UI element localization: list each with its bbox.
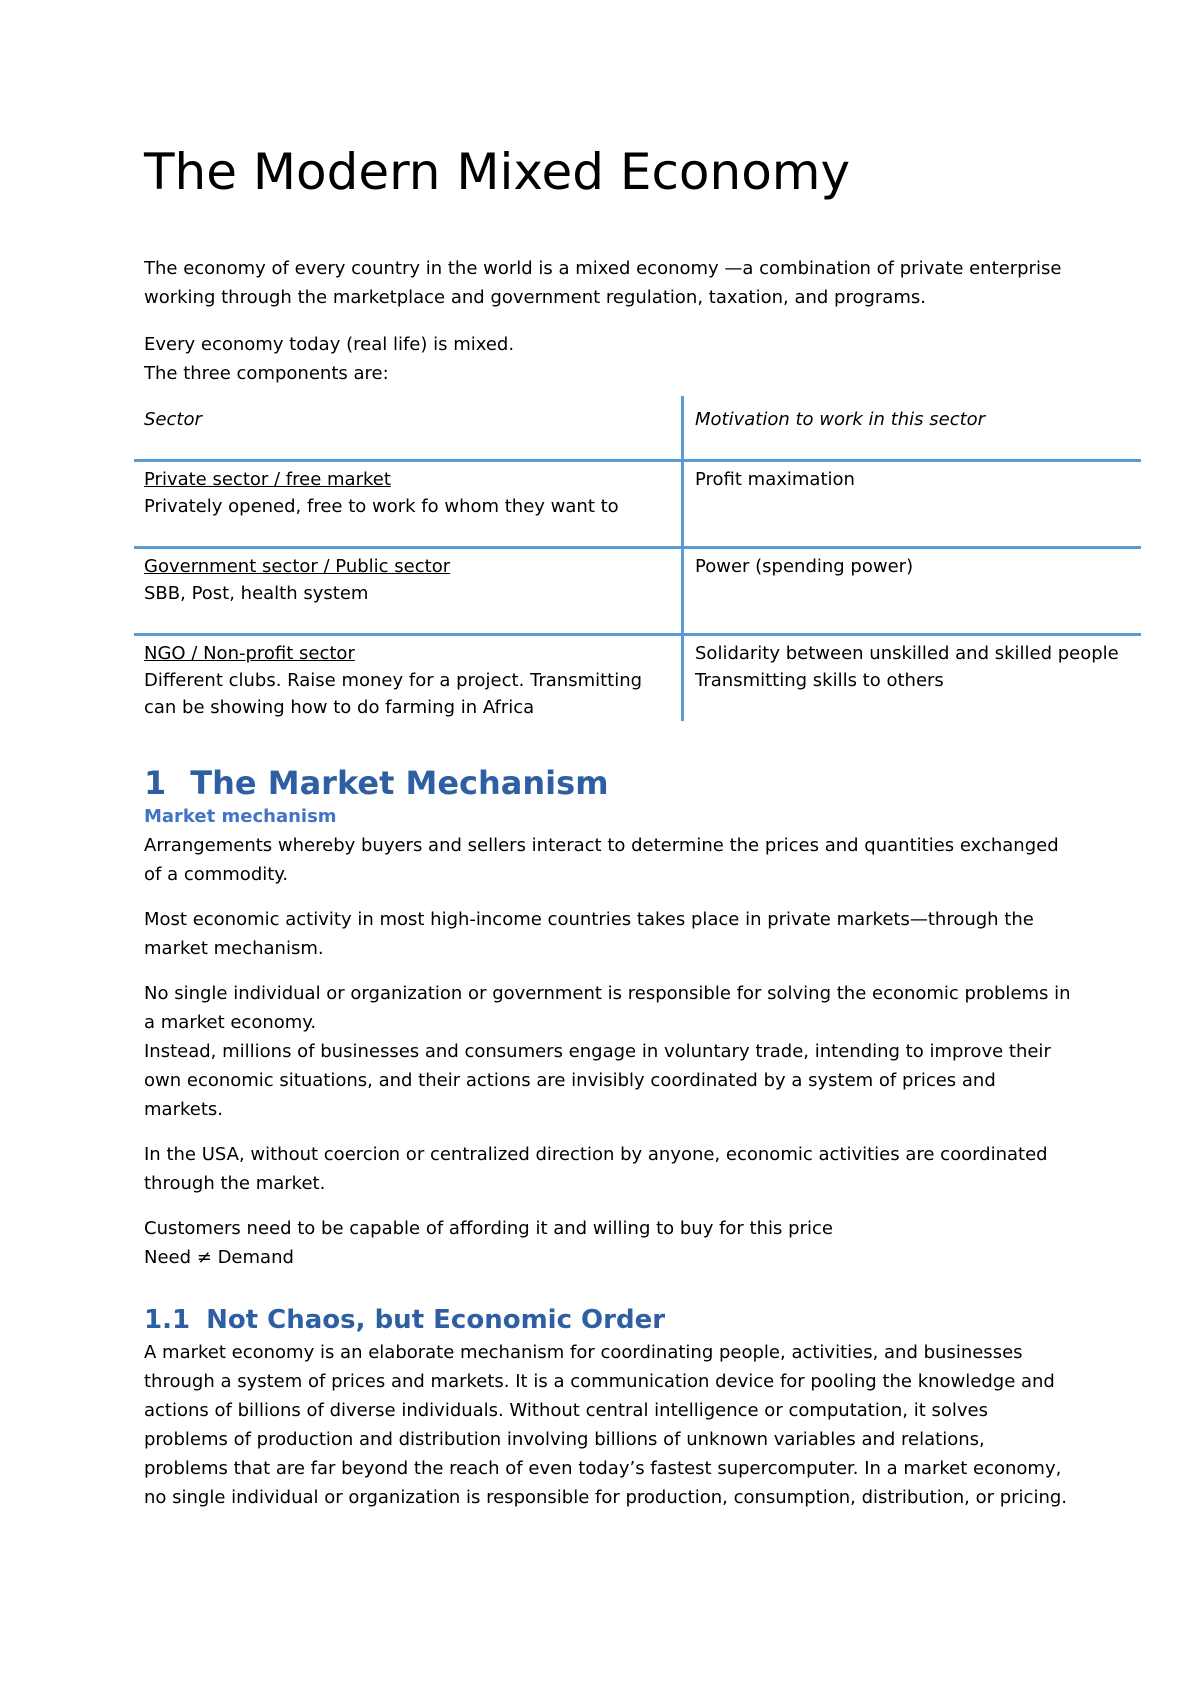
table-row	[134, 462, 1200, 546]
table-header-sector: Sector	[144, 409, 202, 430]
table-row	[134, 549, 1200, 633]
intro-line-components: The three components are:	[144, 363, 389, 384]
paragraph-usa: In the USA, without coercion or centralized direction by anyone, economic activities are coordinated through the market.	[144, 1144, 1048, 1194]
motivation-text-secondary: Transmitting skills to others	[695, 670, 944, 691]
motivation-text: Power (spending power)	[695, 556, 914, 577]
sector-detail: SBB, Post, health system	[144, 583, 369, 604]
table-cell-sector	[134, 636, 681, 721]
sector-detail: Different clubs. Raise money for a project. Transmitting can be showing how to do farming in Africa	[144, 670, 643, 718]
sector-name: Government sector / Public sector	[144, 556, 451, 577]
table-row	[134, 636, 1200, 721]
motivation-text: Solidarity between unskilled and skilled people	[695, 643, 1119, 664]
definition-paragraph: Arrangements whereby buyers and sellers interact to determine the prices and quantities exchanged of a commodity.	[144, 835, 1059, 885]
section-heading-economic-order	[144, 1303, 665, 1337]
section-title: Not Chaos, but Economic Order	[206, 1305, 666, 1335]
section-number: 1.1	[144, 1305, 191, 1335]
sector-table	[134, 396, 1200, 721]
paragraph-need-demand: Need ≠ Demand	[144, 1247, 294, 1268]
paragraph-private-markets: Most economic activity in most high-income countries takes place in private markets—through the market mechanism.	[144, 909, 1034, 959]
paragraph-voluntary-trade: Instead, millions of businesses and consumers engage in voluntary trade, intending to improve their own economic situations, and their actions are invisibly coordinated by a system of prices and markets.	[144, 1041, 1051, 1120]
paragraph-economic-order: A market economy is an elaborate mechanism for coordinating people, activities, and businesses through a system of prices and markets. It is a communication device for pooling the knowledge and actions of billions of diverse individuals. Without central intelligence or computation, it solves problems of production and distribution involving billions of unknown variables and relations, problems that are far beyond the reach of even today’s fastest supercomputer. In a market economy, no single individual or organization is responsible for production, consumption, distribution, or pricing.	[144, 1342, 1068, 1508]
table-cell-motivation	[681, 462, 1141, 546]
table-header-row	[134, 396, 1200, 459]
sector-name: NGO / Non-profit sector	[144, 643, 355, 664]
paragraph-no-single-individual: No single individual or organization or government is responsible for solving the economic problems in a market economy.	[144, 983, 1071, 1033]
intro-paragraph: The economy of every country in the world is a mixed economy —a combination of private enterprise working through the marketplace and government regulation, taxation, and programs.	[144, 258, 1062, 308]
section-heading-market-mechanism	[144, 763, 609, 803]
table-cell-motivation	[681, 636, 1141, 721]
paragraph-customers: Customers need to be capable of affording it and willing to buy for this price	[144, 1218, 833, 1239]
sector-detail: Privately opened, free to work fo whom they want to	[144, 496, 619, 517]
table-cell-sector	[134, 462, 681, 546]
subheading-market-mechanism: Market mechanism	[144, 806, 337, 827]
intro-line-mixed: Every economy today (real life) is mixed.	[144, 334, 515, 355]
section-title: The Market Mechanism	[190, 764, 609, 802]
sector-name: Private sector / free market	[144, 469, 391, 490]
table-cell-motivation	[681, 549, 1141, 633]
table-header-motivation: Motivation to work in this sector	[681, 396, 1141, 459]
table-cell-sector	[134, 549, 681, 633]
section-number: 1	[144, 764, 167, 802]
document-title: The Modern Mixed Economy	[144, 143, 851, 201]
motivation-text: Profit maximation	[695, 469, 855, 490]
